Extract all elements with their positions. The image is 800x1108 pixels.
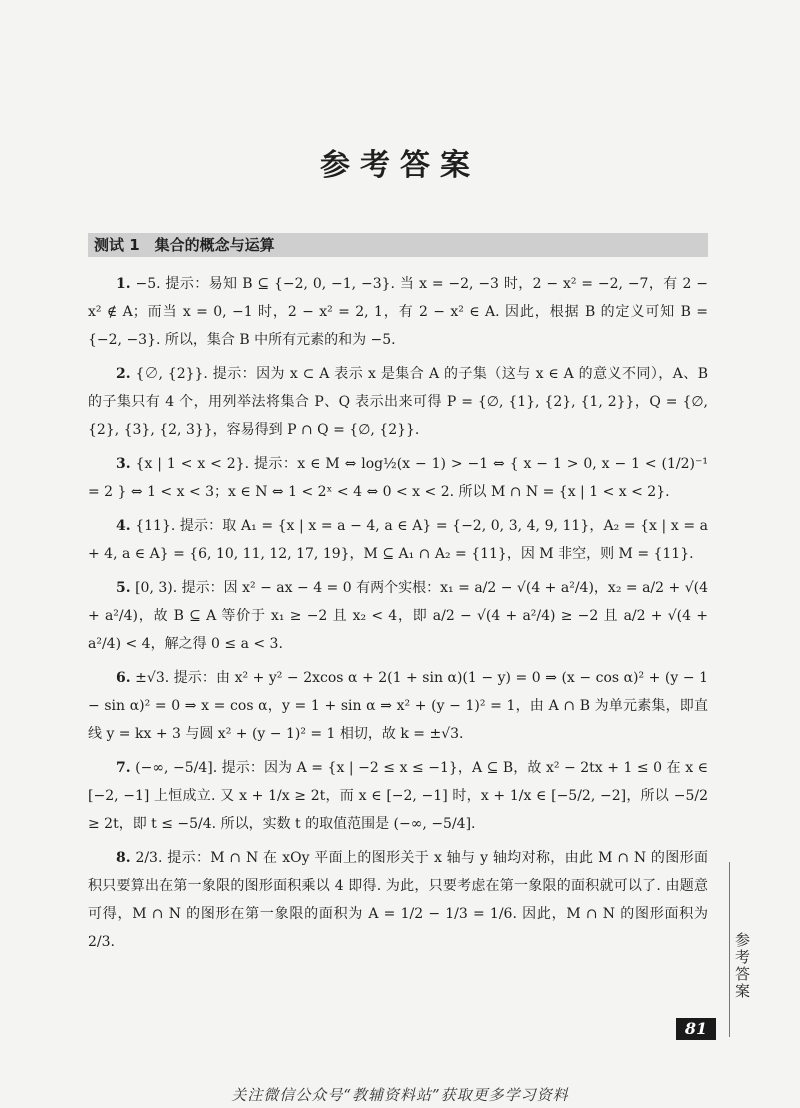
answer-text: [0, 3). 提示：因 x² − ax − 4 = 0 有两个实根：x₁ = a/2 − √(4 + a²/4)，x₂ = a/2 + √(4 + a²/4)，故 B ⊆ A 等价于 x₁ ≥ −2 且 x₂ < 4，即 a/2 − √(4 + a²/4) ≥ −2 且 a/2 + √(4 + a²/4) < 4，解之得 0 ≤ a < 3. xyxy=(88,580,708,652)
footer-note: 关注微信公众号“教辅资料站”获取更多学习资料 xyxy=(231,1086,569,1104)
answer-text: {11}. 提示：取 A₁ = {x | x = a − 4, a ∈ A} = {−2, 0, 3, 4, 9, 11}，A₂ = {x | x = a + 4, a ∈ A} = {6, 10, 11, 12, 17, 19}，M ⊆ A₁ ∩ A₂ = {11}，因 M 非空，则 M = {11}. xyxy=(88,518,708,562)
answer-text: ±√3. 提示：由 x² + y² − 2xcos α + 2(1 + sin α)(1 − y) = 0 ⇒ (x − cos α)² + (y − 1 − sin α)² = 0 ⇒ x = cos α，y = 1 + sin α ⇒ x² + (y − 1)² = 1，由 A ∩ B 为单元素集，即直线 y = kx + 3 与圆 x² + (y − 1)² = 1 相切，故 k = ±√3. xyxy=(88,670,709,742)
answer-1 xyxy=(88,270,708,354)
page-number: 81 xyxy=(676,1018,716,1040)
answer-number: 7. xyxy=(116,760,131,776)
answer-6 xyxy=(88,664,708,748)
answer-number: 4. xyxy=(116,518,131,534)
answer-text: 2/3. 提示：M ∩ N 在 xOy 平面上的图形关于 x 轴与 y 轴均对称，由此 M ∩ N 的图形面积只要算出在第一象限的图形面积乘以 4 即得. 为此，只要考虑在第一象限的面积就可以了. 由题意可得，M ∩ N 的图形在第一象限的面积为 A = 1/2 − 1/3 = 1/6. 因此，M ∩ N 的图形面积为 2/3. xyxy=(88,850,708,950)
answer-number: 2. xyxy=(116,366,131,382)
answer-number: 8. xyxy=(116,850,131,866)
answer-text: {∅, {2}}. 提示：因为 x ⊂ A 表示 x 是集合 A 的子集（这与 x ∈ A 的意义不同），A、B 的子集只有 4 个，用列举法将集合 P、Q 表示出来可得 P = {∅, {1}, {2}, {1, 2}}，Q = {∅, {2}, {3}, {2, 3}}，容易得到 P ∩ Q = {∅, {2}}. xyxy=(88,366,709,438)
answer-4 xyxy=(88,512,708,568)
answer-3 xyxy=(88,450,708,506)
answer-text: −5. 提示：易知 B ⊆ {−2, 0, −1, −3}. 当 x = −2, −3 时，2 − x² = −2, −7，有 2 − x² ∉ A；而当 x = 0, −1 时，2 − x² = 2, 1，有 2 − x² ∈ A. 因此，根据 B 的定义可知 B = {−2, −3}. 所以，集合 B 中所有元素的和为 −5. xyxy=(88,276,709,348)
answer-number: 3. xyxy=(116,456,131,472)
answer-number: 5. xyxy=(116,580,131,596)
answer-number: 6. xyxy=(116,670,131,686)
answer-number: 1. xyxy=(116,276,131,292)
side-tab-label: 参考答案 xyxy=(733,932,751,1000)
answer-5 xyxy=(88,574,708,658)
section-heading: 测试 1 集合的概念与运算 xyxy=(88,233,708,257)
answer-2 xyxy=(88,360,708,444)
answer-7 xyxy=(88,754,708,838)
page-title: 参考答案 xyxy=(320,148,480,183)
side-divider xyxy=(729,862,730,1037)
answer-text: {x | 1 < x < 2}. 提示：x ∈ M ⇔ log½(x − 1) > −1 ⇔ { x − 1 > 0, x − 1 < (1/2)⁻¹ = 2 } ⇔ 1 < x < 3；x ∈ N ⇔ 1 < 2ˣ < 4 ⇔ 0 < x < 2. 所以 M ∩ N = {x | 1 < x < 2}. xyxy=(88,456,709,500)
answer-text: (−∞, −5/4]. 提示：因为 A = {x | −2 ≤ x ≤ −1}，A ⊆ B，故 x² − 2tx + 1 ≤ 0 在 x ∈ [−2, −1] 上恒成立. 又 x + 1/x ≥ 2t，而 x ∈ [−2, −1] 时，x + 1/x ∈ [−5/2, −2]，所以 −5/2 ≥ 2t，即 t ≤ −5/4. 所以，实数 t 的取值范围是 (−∞, −5/4]. xyxy=(88,760,709,832)
answer-8 xyxy=(88,844,708,956)
answers-list xyxy=(88,270,708,962)
